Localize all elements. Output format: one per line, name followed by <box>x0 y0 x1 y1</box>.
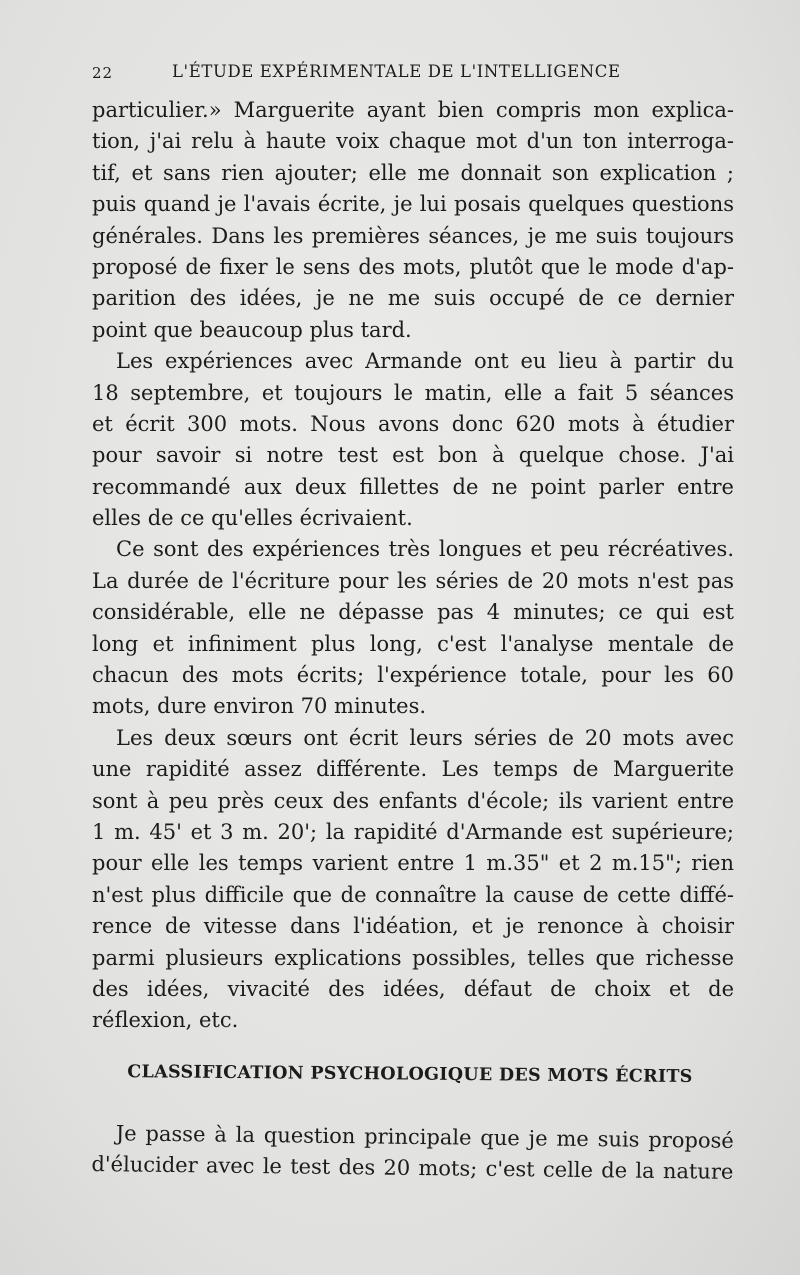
text-line: considérable, elle ne dépasse pas 4 minutes; ce qui est <box>92 600 734 625</box>
text-line: pour savoir si notre test est bon à quelque chose. J'ai <box>92 443 734 468</box>
page-header <box>92 62 672 86</box>
text-line: tion, j'ai relu à haute voix chaque mot d'un ton interroga- <box>92 129 734 154</box>
text-line: 18 septembre, et toujours le matin, elle a fait 5 séances <box>92 380 734 405</box>
text-line: 1 m. 45' et 3 m. 20'; la rapidité d'Armande est supérieure; <box>92 819 734 844</box>
text-line: elles de ce qu'elles écrivaient. <box>92 506 413 531</box>
paragraph <box>92 534 734 722</box>
text-line: une rapidité assez différente. Les temps de Marguerite <box>92 757 734 782</box>
text-line: et écrit 300 mots. Nous avons donc 620 mots à étudier <box>92 411 734 436</box>
text-line: tif, et sans rien ajouter; elle me donnait son explication ; <box>92 160 734 185</box>
paragraph <box>92 95 734 346</box>
text-line: puis quand je l'avais écrite, je lui posais quelques questions <box>92 192 734 217</box>
text-line: mots, dure environ 70 minutes. <box>92 694 427 719</box>
text-line: réflexion, etc. <box>92 1008 239 1033</box>
text-line: long et infiniment plus long, c'est l'analyse mentale de <box>92 631 734 656</box>
running-title: L'ÉTUDE EXPÉRIMENTALE DE L'INTELLIGENCE <box>172 62 621 81</box>
text-line: des idées, vivacité des idées, défaut de choix et de <box>92 976 734 1001</box>
text-line: La durée de l'écriture pour les séries de 20 mots n'est pas <box>92 568 734 593</box>
text-line: sont à peu près ceux des enfants d'école; ils varient entre <box>92 788 734 813</box>
text-line: pour elle les temps varient entre 1 m.35" et 2 m.15"; rien <box>92 851 734 876</box>
paragraph <box>92 723 734 1037</box>
section-heading: CLASSIFICATION PSYCHOLOGIQUE DES MOTS ÉCRITS <box>127 1062 693 1088</box>
text-line: parmi plusieurs explications possibles, telles que richesse <box>92 945 734 970</box>
closing-paragraph <box>91 1117 734 1188</box>
text-line: chacun des mots écrits; l'expérience totale, pour les 60 <box>92 663 734 688</box>
text-line: Ce sont des expériences très longues et peu récréatives. <box>116 537 734 562</box>
page-number: 22 <box>92 64 114 82</box>
text-line: générales. Dans les premières séances, je me suis toujours <box>92 223 734 248</box>
text-line: n'est plus difficile que de connaître la cause de cette diffé- <box>92 882 734 907</box>
text-line: point que beaucoup plus tard. <box>92 317 412 342</box>
text-line: recommandé aux deux fillettes de ne point parler entre <box>92 474 734 499</box>
text-line: rence de vitesse dans l'idéation, et je renonce à choisir <box>92 914 734 939</box>
text-line: Je passe à la question principale que je me suis proposé <box>115 1121 734 1153</box>
paragraph <box>92 346 734 534</box>
text-line: proposé de fixer le sens des mots, plutôt que le mode d'ap- <box>92 254 734 279</box>
text-line: particulier.» Marguerite ayant bien compris mon explica- <box>92 98 734 122</box>
text-line: d'élucider avec le test des 20 mots; c'est celle de la nature <box>91 1152 734 1185</box>
text-line: parition des idées, je ne me suis occupé de ce dernier <box>92 286 734 311</box>
body-text <box>92 95 734 1037</box>
text-line: Les expériences avec Armande ont eu lieu à partir du <box>116 349 734 374</box>
text-line: Les deux sœurs ont écrit leurs séries de 20 mots avec <box>116 725 734 750</box>
